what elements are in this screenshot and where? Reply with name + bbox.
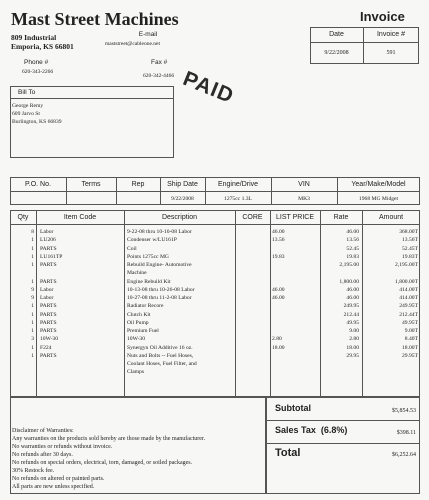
description-cell: Clamps	[127, 369, 145, 376]
rate-cell: 19.83	[346, 253, 359, 260]
item-code-cell: PARTS	[40, 262, 57, 268]
item-code-cell: PARTS	[40, 278, 57, 285]
description-cell: 9-22-08 thru 10-10-08 Labor	[127, 229, 192, 235]
qty-cell: 1	[31, 245, 34, 252]
description-cell: Condenser w/LU161P	[127, 237, 177, 244]
amount-cell: 414.00T	[399, 295, 418, 301]
qty-cell: 1	[31, 328, 34, 334]
company-name: Mast Street Machines	[11, 9, 179, 29]
qty-cell: 3	[31, 336, 34, 343]
rate-cell: 52.45	[346, 245, 359, 252]
description-cell: Clutch Kit	[127, 311, 151, 318]
subtotal-value: $5,854.53	[392, 408, 416, 414]
item-code-cell: PARTS	[40, 328, 57, 334]
description-header: Description	[161, 214, 197, 221]
ship-date-value: 9/22/2008	[171, 196, 194, 202]
item-code-cell: F224	[40, 344, 52, 351]
engine-drive-header: Engine/Drive	[217, 181, 259, 188]
company-address-line2: Emporia, KS 66801	[11, 42, 74, 51]
description-cell: Nuts and Bolts -- Fuel Hoses,	[127, 352, 194, 359]
disclaimer-line: No refunds on special orders, electrical, torn, damaged, or soiled packages.	[12, 460, 193, 466]
invoice-date: 9/22/2008	[324, 50, 349, 56]
qty-cell: 1	[31, 344, 34, 351]
amount-cell: 414.00T	[399, 286, 418, 293]
item-code-cell: PARTS	[40, 319, 57, 326]
description-cell: 10-27-08 thru 11-2-08 Labor	[127, 295, 192, 301]
disclaimer-line: No refunds after 30 days.	[12, 452, 73, 458]
phone-value: 620-343-2266	[22, 69, 54, 75]
vin-header: VIN	[298, 181, 310, 188]
description-cell: Coil	[127, 245, 137, 252]
qty-cell: 8	[31, 229, 34, 235]
description-cell: Oil Pump	[127, 319, 149, 326]
total-label: Total	[275, 447, 301, 459]
terms-header: Terms	[81, 181, 101, 188]
qty-cell: 1	[31, 278, 34, 285]
invoice-title: Invoice	[360, 9, 405, 24]
rate-cell: 2.80	[349, 336, 359, 343]
qty-cell: 1	[31, 352, 34, 359]
bill-to-line2: 609 Jarvo St	[12, 111, 40, 117]
rate-cell: 249.95	[343, 303, 359, 310]
year-make-model-value: 1968 MG Midget	[358, 196, 399, 202]
item-code-cell: PARTS	[40, 245, 57, 252]
description-cell: Machine	[127, 270, 147, 277]
sales-tax-value: $398.11	[396, 430, 416, 436]
disclaimer-line: No refunds on altered or painted parts.	[12, 476, 105, 482]
description-cell: Premium Fuel	[127, 328, 159, 334]
item-code-cell: LU206	[40, 237, 56, 244]
invoice-number-label: Invoice #	[376, 31, 406, 38]
disclaimer-line: Any warranties on the products sold hereby are those made by the manufacturer.	[12, 436, 206, 442]
rate-header: Rate	[333, 214, 349, 221]
rate-cell: 2,195.00	[339, 262, 359, 268]
item-code-cell: LU161TP	[40, 253, 63, 260]
rate-cell: 18.00	[346, 344, 359, 351]
amount-cell: 212.44T	[399, 311, 418, 318]
paid-stamp: PAID	[179, 67, 238, 109]
qty-cell: 1	[31, 253, 34, 260]
item-code-header: Item Code	[63, 214, 97, 221]
engine-drive-value: 1275cc 1.3L	[224, 196, 252, 202]
subtotal-label: Subtotal	[275, 403, 311, 413]
invoice-number: 591	[386, 50, 396, 56]
rate-cell: 49.95	[346, 319, 359, 326]
list-price-cell: 46.00	[272, 229, 285, 235]
qty-cell: 9	[31, 295, 34, 301]
rep-header: Rep	[131, 181, 145, 188]
qty-cell: 1	[31, 237, 34, 244]
description-cell: 10-13-08 thru 10-26-08 Labor	[127, 286, 195, 293]
list-price-cell: 46.00	[272, 295, 285, 301]
amount-cell: 2,195.00T	[395, 262, 418, 268]
disclaimer-line: No warranties or refunds without invoice.	[12, 444, 113, 450]
rate-cell: 46.00	[346, 286, 359, 293]
company-address-line1: 809 Industrial	[11, 33, 57, 42]
list-price-cell: 46.00	[272, 286, 285, 293]
amount-cell: 249.95T	[399, 303, 418, 310]
invoice-date-label: Date	[329, 31, 344, 38]
fax-value: 620-342-4466	[143, 73, 175, 79]
fax-label: Fax #	[151, 59, 168, 66]
item-code-cell: Labor	[40, 229, 54, 235]
bill-to-line3: Burlington, KS 66839	[12, 119, 62, 125]
qty-header: Qty	[17, 214, 29, 221]
rate-cell: 1,800.00	[339, 278, 359, 285]
amount-header: Amount	[378, 214, 404, 221]
qty-cell: 1	[31, 311, 34, 318]
rate-cell: 212.44	[343, 311, 359, 318]
list-price-cell: 13.56	[272, 237, 285, 244]
amount-cell: 18.00T	[401, 344, 418, 351]
item-code-cell: PARTS	[40, 311, 57, 318]
amount-cell: 368.00T	[399, 229, 418, 235]
email-value: maststreet@cableone.net	[105, 41, 160, 47]
ship-date-header: Ship Date	[167, 181, 198, 188]
qty-cell: 9	[31, 286, 34, 293]
bill-to-label: Bill To	[18, 89, 36, 96]
description-cell: Points 1275cc MG	[127, 253, 169, 260]
list-price-cell: 18.00	[272, 344, 285, 351]
core-header: CORE	[242, 214, 263, 221]
sales-tax-label: Sales Tax (6.8%)	[275, 425, 348, 435]
list-price-header: LIST PRICE	[276, 214, 314, 221]
email-label: E-mail	[138, 31, 158, 38]
item-code-cell: PARTS	[40, 303, 57, 310]
qty-cell: 1	[31, 319, 34, 326]
description-cell: Radiator Recore	[127, 303, 164, 310]
year-make-model-header: Year/Make/Model	[351, 181, 406, 188]
amount-cell: 19.83T	[401, 253, 418, 260]
amount-cell: 29.95T	[401, 352, 418, 359]
item-code-cell: Labor	[40, 286, 54, 293]
item-code-cell: PARTS	[40, 352, 57, 359]
total-value: $6,252.64	[392, 452, 416, 458]
amount-cell: 9.00T	[404, 328, 418, 334]
item-code-cell: Labor	[40, 295, 54, 301]
vin-value: MK3	[298, 196, 310, 202]
list-price-cell: 19.83	[272, 253, 285, 260]
description-cell: 10W-30	[127, 336, 146, 343]
po-number-header: P.O. No.	[25, 181, 51, 188]
rate-cell: 9.00	[349, 328, 359, 334]
disclaimer-title: Disclaimer of Warranties:	[12, 428, 74, 434]
description-cell: Synergyn Oil Additive 16 oz.	[127, 344, 193, 351]
rate-cell: 13.56	[346, 237, 359, 244]
disclaimer-line: All parts are new unless specified.	[12, 484, 95, 490]
disclaimer-line: 30% Restock fee.	[12, 468, 55, 474]
description-cell: Rebuild Engine- Automotive	[127, 262, 192, 268]
description-cell: Engine Rebuild Kit	[127, 278, 171, 285]
qty-cell: 1	[31, 262, 34, 268]
amount-cell: 8.40T	[404, 336, 418, 343]
list-price-cell: 2.80	[272, 336, 282, 343]
phone-label: Phone #	[24, 59, 49, 66]
amount-cell: 52.45T	[401, 245, 418, 252]
rate-cell: 46.00	[346, 229, 359, 235]
description-cell: Coolant Hoses, Fuel Filter, and	[127, 361, 197, 367]
amount-cell: 1,800.00T	[395, 278, 418, 285]
amount-cell: 13.56T	[401, 237, 418, 244]
rate-cell: 46.00	[346, 295, 359, 301]
bill-to-line1: George Remy	[12, 103, 44, 109]
rate-cell: 29.95	[346, 352, 359, 359]
qty-cell: 1	[31, 303, 34, 310]
item-code-cell: 10W-30	[40, 336, 59, 343]
amount-cell: 49.95T	[401, 319, 418, 326]
